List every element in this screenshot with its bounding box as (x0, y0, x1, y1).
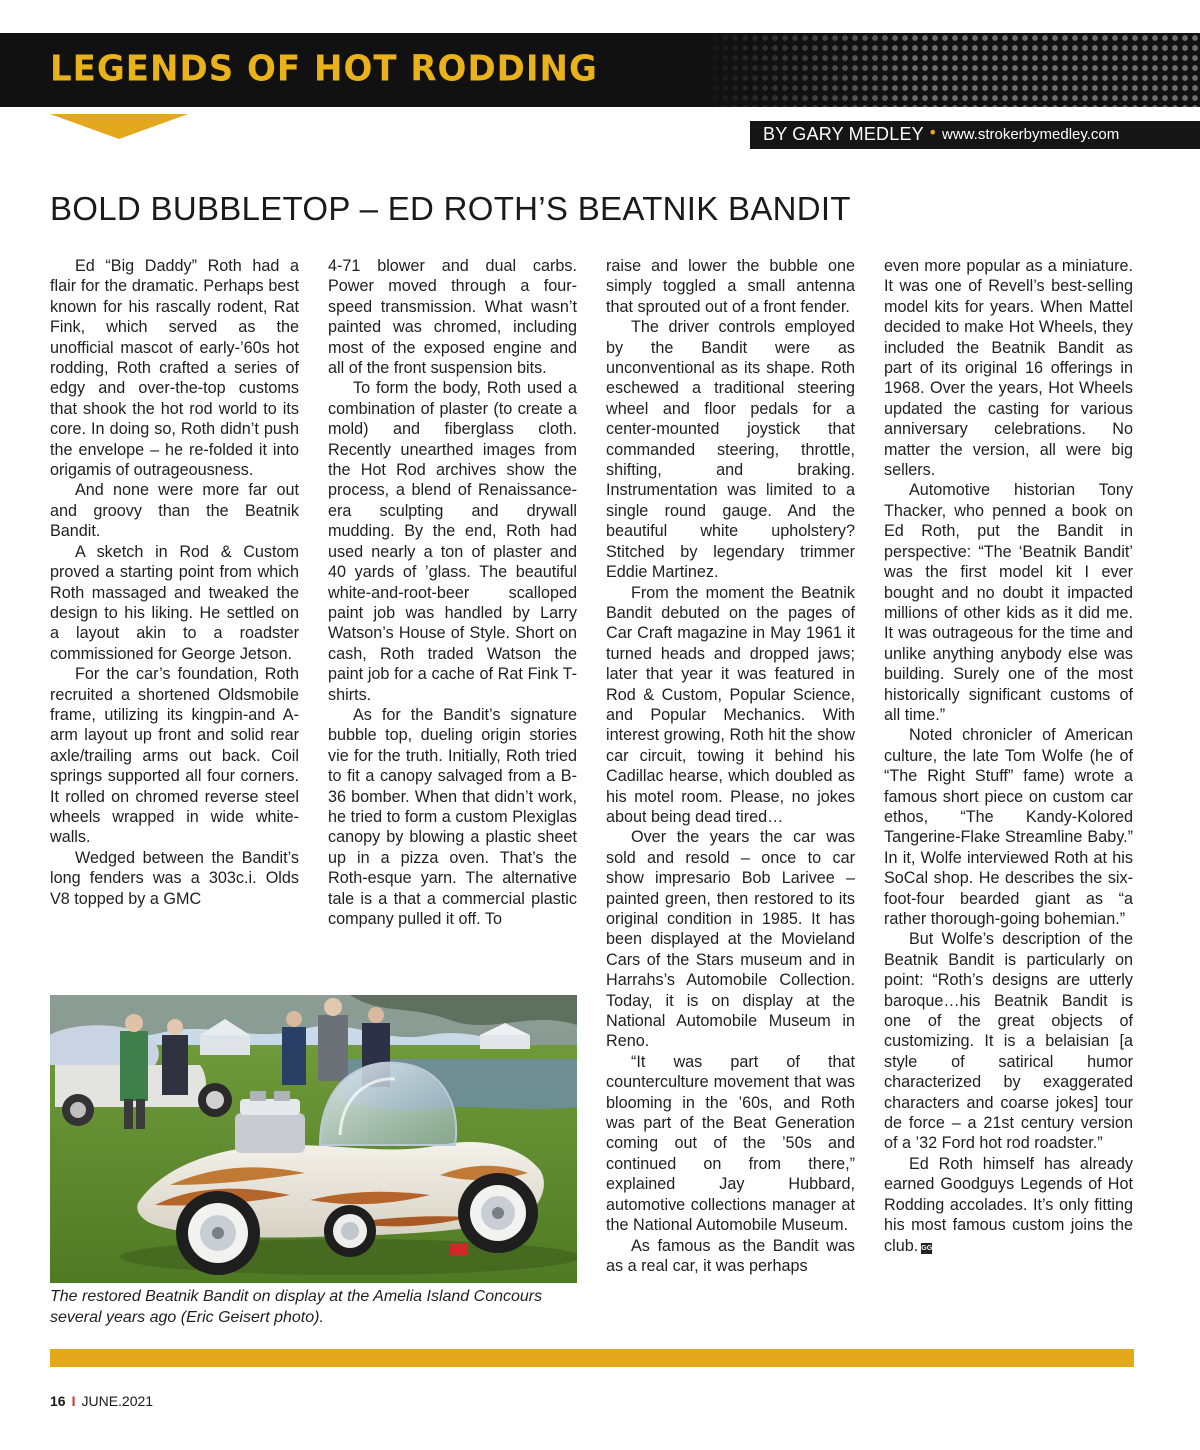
paragraph: Over the years the car was sold and resold – once to car show impresario Bob Larivee – painted green, then restored to its original condition in 1985. It has been displayed at the Movieland Cars of the Stars museum and in Harrahs’s Automobile Collection. Today, it is on display at the National Automobile Museum in Reno. (606, 828, 855, 1051)
beatnik-bandit-photo (50, 995, 577, 1283)
paragraph: raise and lower the bubble one simply toggled a small antenna that sprouted out of a front fender. (606, 257, 855, 316)
paragraph: Ed “Big Daddy” Roth had a flair for the dramatic. Perhaps best known for his rascally rodent, Rat Fink, which served as the unofficial mascot of early-’60s hot rodding, Roth crafted a series of edgy and over-the-top customs that shook the hot rod world to its core. In doing so, Roth didn’t push the envelope – he re-folded it into origamis of outrageousness. (50, 257, 299, 480)
article-column-3 (606, 256, 855, 1276)
article-photo (50, 995, 577, 1283)
byline-author: BY GARY MEDLEY (763, 124, 924, 144)
paragraph: “It was part of that counterculture movement that was blooming in the ’60s, and Roth was part of the Beat Generation coming out of the ’50s and continued on from there,” explained Jay Hubbard, automotive collections manager at the National Automobile Museum. (606, 1052, 855, 1235)
byline-website-link[interactable]: www.strokerbymedley.com (942, 126, 1120, 143)
folio-separator: I (71, 1393, 76, 1409)
paragraph: From the moment the Beatnik Bandit debuted on the pages of Car Craft magazine in May 1961 it turned heads and dropped jaws; later that year it was featured in Rod & Custom, Popular Science, and Popular Mechanics. With interest growing, Roth hit the show car circuit, towing it behind his Cadillac hearse, which doubled as his motel room. Please, no jokes about being dead tired… (606, 583, 855, 826)
article-headline: BOLD BUBBLETOP – ED ROTH’S BEATNIK BANDIT (50, 190, 851, 227)
footer-rule (50, 1349, 1134, 1367)
paragraph: Noted chronicler of American culture, the late Tom Wolfe (he of “The Right Stuff” fame) wrote a famous short piece on custom car ethos, “The Kandy-Kolored Tangerine-Flake Streamline Baby.” In it, Wolfe interviewed Roth at his SoCal shop. He describes the six-foot-four bearded giant as “a rather thorough-going bohemian.” (884, 726, 1133, 928)
bullet-icon: • (928, 123, 938, 142)
paragraph-text: Ed Roth himself has already earned Goodguys Legends of Hot Rodding accolades. It’s only fitting his most famous custom joins the club. (884, 1154, 1133, 1255)
byline-bar (750, 121, 1200, 149)
paragraph: 4-71 blower and dual carbs. Power moved through a four-speed transmission. What wasn’t painted was chromed, including most of the exposed engine and all of the front suspension bits. (328, 257, 577, 378)
paragraph: As famous as the Bandit was as a real car, it was perhaps (606, 1236, 855, 1275)
article-column-4 (884, 256, 1133, 1256)
paragraph: And none were more far out and groovy than the Beatnik Bandit. (50, 481, 299, 541)
paragraph: To form the body, Roth used a combination of plaster (to create a mold) and fiberglass cloth. Recently unearthed images from the Hot Rod archives show the process, a blend of Renaissance-era sculpting and drywall mudding. By the end, Roth had used nearly a ton of plaster and 40 yards of ’glass. The beautiful white-and-root-beer scalloped paint job was handled by Larry Watson’s House of Style. Short on cash, Roth traded Watson the paint job for a cache of Rat Fink T-shirts. (328, 379, 577, 704)
issue-date: JUNE.2021 (81, 1393, 154, 1409)
paragraph: Wedged between the Bandit’s long fenders was a 303c.i. Olds V8 topped by a GMC (50, 848, 299, 908)
page-number: 16 (50, 1393, 66, 1409)
page-folio (50, 1393, 153, 1409)
end-mark-icon: GG (921, 1244, 933, 1252)
paragraph: A sketch in Rod & Custom proved a starting point from which Roth massaged and tweaked the design to his liking. He settled on a layout akin to a roadster commissioned for George Jetson. (50, 542, 299, 663)
paragraph: even more popular as a miniature. It was one of Revell’s best-selling model kits for years. When Mattel decided to make Hot Wheels, they included the Beatnik Bandit as part of its original 16 offerings in 1968. Over the years, Hot Wheels updated the casting for various anniversary celebrations. No matter the version, all were big sellers. (884, 257, 1133, 480)
paragraph: The driver controls employed by the Bandit were as unconventional as its shape. Roth eschewed a traditional steering wheel and floor pedals for a center-mounted joystick that commanded steering, throttle, shifting, and braking. Instrumentation was limited to a single round gauge. And the beautiful white upholstery? Stitched by legendary trimmer Eddie Martinez. (606, 318, 855, 582)
paragraph: But Wolfe’s description of the Beatnik Bandit is particularly on point: “Roth’s designs are utterly baroque…his Beatnik Bandit is one of the great objects of customizing. It is a belaisian [a style of satirical humor characterized by exaggerated characters and coarse jokes] tour de force – a 21st century version of a ’32 Ford hot rod roadster.” (884, 930, 1133, 1153)
section-title: LEGENDS OF HOT RODDING (50, 48, 598, 90)
paragraph (884, 1154, 1133, 1256)
paragraph: For the car’s foundation, Roth recruited a shortened Oldsmobile frame, utilizing its kingpin-and A-arm layout up front and solid rear axle/trailing arms out back. Coil springs supported all four corners. It rolled on chromed reverse steel wheels wrapped in wide white-walls. (50, 665, 299, 847)
article-column-1 (50, 256, 299, 909)
paragraph: As for the Bandit’s signature bubble top, dueling origin stories vie for the truth. Initially, Roth tried to fit a canopy salvaged from a B-36 bomber. When that didn’t work, he tried to form a custom Plexiglas canopy by blowing a plastic sheet up in a pizza oven. That’s the Roth-esque yarn. The alternative tale is a that a commercial plastic company pulled it off. To (328, 705, 577, 928)
photo-caption: The restored Beatnik Bandit on display at the Amelia Island Concours several years ago (Eric Geisert photo). (50, 1288, 543, 1326)
article-column-2 (328, 256, 577, 929)
paragraph: Automotive historian Tony Thacker, who penned a book on Ed Roth, put the Bandit in perspective: “The ‘Beatnik Bandit’ was the first model kit I ever bought and no doubt it impacted millions of other kids as it did me. It was outrageous for the time and unlike anything anybody else was building. Surely one of the most historically significant customs of all time.” (884, 481, 1133, 724)
chevron-down-icon (50, 114, 188, 139)
